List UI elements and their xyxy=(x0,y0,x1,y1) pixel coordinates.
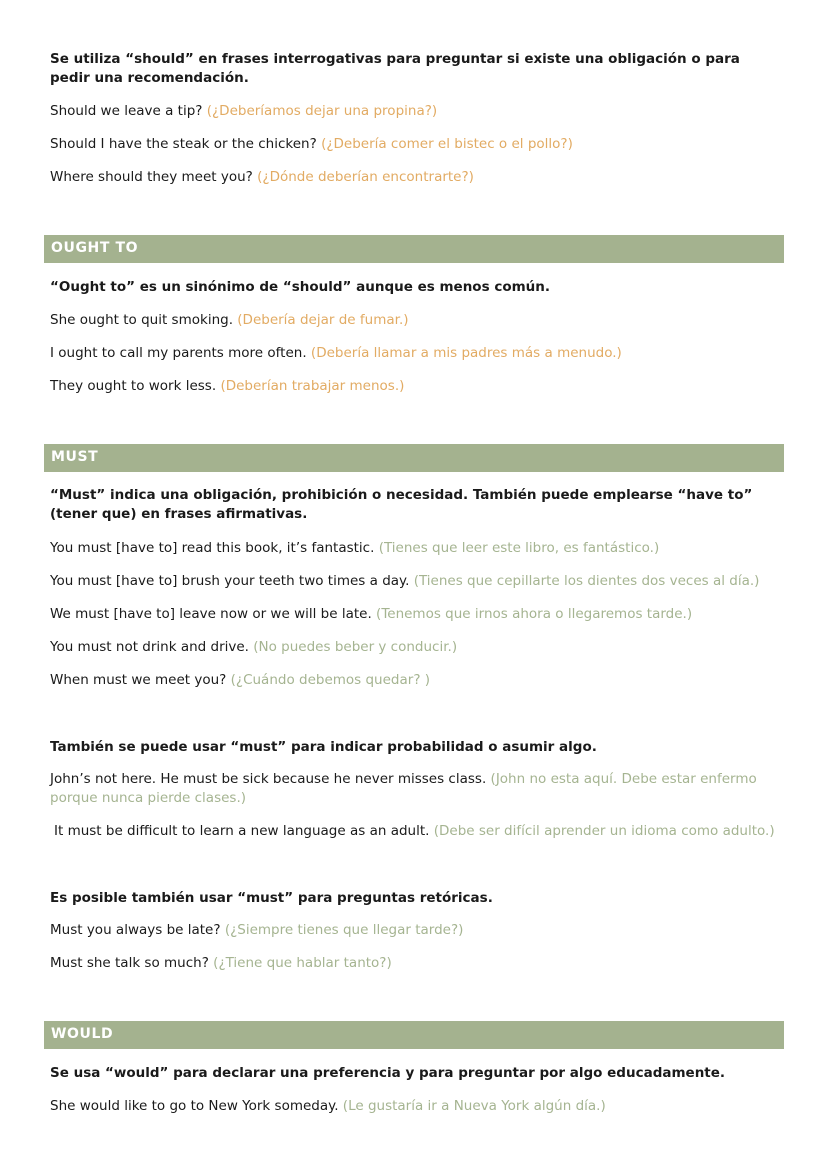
example-english: It must be difficult to learn a new language as an adult. xyxy=(54,823,430,839)
example-sentence xyxy=(50,539,780,558)
ought-to-heading: “Ought to” es un sinónimo de “should” aunque es menos común. xyxy=(50,279,551,295)
example-english: I ought to call my parents more often. xyxy=(50,345,307,361)
example-translation: (¿Cuándo debemos quedar? ) xyxy=(230,672,431,688)
example-sentence xyxy=(50,311,780,330)
example-english: Where should they meet you? xyxy=(50,169,253,185)
example-translation: (¿Dónde deberían encontrarte?) xyxy=(257,169,474,185)
example-sentence xyxy=(50,954,780,973)
section-bar-must xyxy=(44,444,784,472)
example-translation: (Debería llamar a mis padres más a menudo.) xyxy=(310,345,622,361)
section-title: OUGHT TO xyxy=(51,240,139,256)
example-translation: (No puedes beber y conducir.) xyxy=(253,639,458,655)
example-translation: (¿Siempre tienes que llegar tarde?) xyxy=(224,922,464,938)
example-translation: (Deberían trabajar menos.) xyxy=(220,378,405,394)
example-translation: (Tienes que cepillarte los dientes dos veces al día.) xyxy=(413,573,760,589)
example-english: Should we leave a tip? xyxy=(50,103,203,119)
example-sentence xyxy=(50,605,780,624)
example-english: Must you always be late? xyxy=(50,922,221,938)
example-translation: (Tenemos que irnos ahora o llegaremos tarde.) xyxy=(376,606,693,622)
example-translation: (Debe ser difícil aprender un idioma como adulto.) xyxy=(433,823,775,839)
example-translation: (¿Tiene que hablar tanto?) xyxy=(213,955,392,971)
example-english: We must [have to] leave now or we will be late. xyxy=(50,606,372,622)
example-sentence xyxy=(50,572,780,591)
section-title: WOULD xyxy=(51,1026,114,1042)
example-sentence xyxy=(50,168,780,187)
example-translation: (Debería dejar de fumar.) xyxy=(237,312,409,328)
must-rhetorical-heading: Es posible también usar “must” para preguntas retóricas. xyxy=(50,890,493,906)
example-sentence xyxy=(50,135,780,154)
section-title: MUST xyxy=(51,449,99,465)
example-english: They ought to work less. xyxy=(50,378,217,394)
example-english: You must not drink and drive. xyxy=(50,639,249,655)
should-questions-heading: Se utiliza “should” en frases interrogativas para preguntar si existe una obligación o para pedir una recomendación. xyxy=(50,51,740,86)
example-english: John’s not here. He must be sick because he never misses class. xyxy=(50,771,487,787)
example-english: She ought to quit smoking. xyxy=(50,312,233,328)
must-heading: “Must” indica una obligación, prohibición o necesidad. También puede emplearse “have to” (tener que) en frases afirmativas. xyxy=(50,487,753,522)
example-english: She would like to go to New York someday. xyxy=(50,1098,339,1114)
example-sentence xyxy=(50,377,780,396)
example-translation: (¿Debería comer el bistec o el pollo?) xyxy=(321,136,573,152)
example-sentence xyxy=(50,921,780,940)
example-english: You must [have to] read this book, it’s fantastic. xyxy=(50,540,375,556)
example-english: You must [have to] brush your teeth two times a day. xyxy=(50,573,410,589)
must-probability-heading: También se puede usar “must” para indicar probabilidad o asumir algo. xyxy=(50,739,597,755)
example-sentence xyxy=(50,770,770,808)
would-heading: Se usa “would” para declarar una preferencia y para preguntar por algo educadamente. xyxy=(50,1065,726,1081)
section-bar-ought-to xyxy=(44,235,784,263)
example-english: Must she talk so much? xyxy=(50,955,209,971)
example-translation: (Le gustaría ir a Nueva York algún día.) xyxy=(342,1098,606,1114)
example-translation: (Tienes que leer este libro, es fantástico.) xyxy=(378,540,660,556)
example-sentence xyxy=(50,638,780,657)
example-sentence xyxy=(50,344,780,363)
example-translation: (¿Deberíamos dejar una propina?) xyxy=(206,103,438,119)
example-sentence xyxy=(50,1097,780,1116)
example-sentence xyxy=(50,671,780,690)
example-translation: (John no esta aquí. Debe estar enfermo porque nunca pierde clases.) xyxy=(50,771,757,806)
example-sentence xyxy=(50,102,780,121)
example-english: When must we meet you? xyxy=(50,672,227,688)
section-bar-would xyxy=(44,1021,784,1049)
example-english: Should I have the steak or the chicken? xyxy=(50,136,317,152)
example-sentence xyxy=(54,822,784,841)
